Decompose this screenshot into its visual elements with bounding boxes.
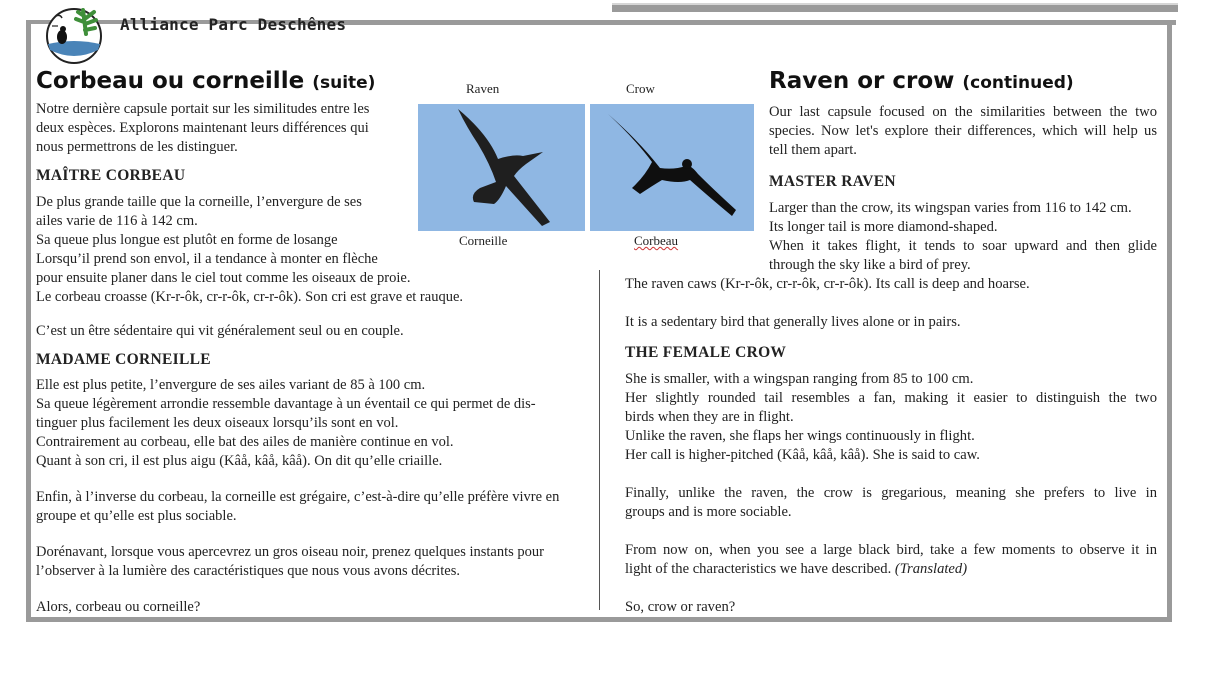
english-raven-line: Its longer tail is more diamond-shaped. — [769, 219, 998, 235]
french-title-main: Corbeau ou corneille — [36, 68, 305, 94]
english-intro-line: tell them apart. — [769, 142, 857, 158]
english-gregarious-line: Finally, unlike the raven, the crow is gregarious, meaning she prefers to live in — [625, 485, 1157, 501]
english-from-now — [625, 541, 1157, 579]
english-raven-text — [769, 199, 1157, 275]
french-crow-line: Contrairement au corbeau, elle bat des ailes de manière continue en vol. — [36, 434, 454, 450]
english-crow-text — [625, 370, 1157, 465]
english-gregarious — [625, 484, 1157, 522]
french-title-suffix: (suite) — [312, 73, 376, 93]
label-corbeau: Corbeau — [634, 233, 679, 248]
raven-silhouette-icon — [418, 104, 585, 231]
brand-name: Alliance Parc Deschênes — [120, 15, 347, 34]
english-from-now-line: From now on, when you see a large black bird, take a few moments to observe it in — [625, 542, 1157, 558]
column-divider — [599, 270, 600, 610]
french-gregarious-line: groupe et qu’elle est plus sociable. — [36, 508, 237, 524]
french-crow-text — [36, 376, 536, 471]
french-intro-line: Notre dernière capsule portait sur les similitudes entre les — [36, 101, 370, 117]
label-crow: Crow — [626, 81, 655, 96]
french-raven-text — [36, 193, 463, 307]
french-raven-heading: MAÎTRE CORBEAU — [36, 167, 186, 184]
raven-photo — [418, 104, 585, 231]
english-raven-line: Larger than the crow, its wingspan varies from 116 to 142 cm. — [769, 200, 1132, 216]
english-crow-line: Unlike the raven, she flaps her wings continuously in flight. — [625, 428, 975, 444]
french-from-now-line: Dorénavant, lorsque vous apercevrez un gros oiseau noir, prenez quelques instants pour — [36, 544, 544, 560]
english-from-now-text: light of the characteristics we have described. — [625, 561, 892, 577]
french-closing: Alors, corbeau ou corneille? — [36, 599, 201, 615]
english-raven-call: The raven caws (Kr-r-ôk, cr-r-ôk, cr-r-ôk). Its call is deep and hoarse. — [625, 276, 1030, 292]
english-intro-line: species. Now let's explore their differences, which will help us — [769, 123, 1157, 139]
english-crow-line: She is smaller, with a wingspan ranging from 85 to 100 cm. — [625, 371, 974, 387]
french-from-now — [36, 543, 544, 581]
english-raven-line: through the sky like a bird of prey. — [769, 257, 971, 273]
title-rule — [276, 20, 1176, 25]
french-intro-line: nous permettrons de les distinguer. — [36, 139, 238, 155]
top-gray-bar — [612, 5, 1178, 12]
alliance-logo-icon — [38, 4, 110, 64]
french-crow-line: Elle est plus petite, l’envergure de ses ailes variant de 85 à 100 cm. — [36, 377, 426, 393]
french-gregarious-line: Enfin, à l’inverse du corbeau, la corneille est grégaire, c’est-à-dire qu’elle préfère vivre en — [36, 489, 560, 505]
french-from-now-line: l’observer à la lumière des caractéristiques que nous vous avons décrites. — [36, 563, 460, 579]
crow-silhouette-icon — [590, 104, 754, 231]
french-intro-line: deux espèces. Explorons maintenant leurs différences qui — [36, 120, 369, 136]
french-raven-line: Lorsqu’il prend son envol, il a tendance à monter en flèche — [36, 251, 378, 267]
french-raven-line: ailes varie de 116 à 142 cm. — [36, 213, 198, 229]
french-crow-line: tinguer plus facilement les deux oiseaux lorsqu’ils sont en vol. — [36, 415, 399, 431]
french-crow-line: Quant à son cri, il est plus aigu (Kâå, kâå, kâå). On dit qu’elle criaille. — [36, 453, 443, 469]
crow-photo — [590, 104, 754, 231]
english-crow-line: Her call is higher-pitched (Kâå, kâå, kâå). She is said to caw. — [625, 447, 980, 463]
english-raven-heading: MASTER RAVEN — [769, 173, 896, 190]
french-title — [36, 68, 375, 94]
english-title — [769, 68, 1074, 94]
english-from-now-line2 — [625, 560, 1157, 579]
english-gregarious-line: groups and is more sociable. — [625, 504, 792, 520]
french-intro — [36, 100, 369, 157]
english-intro-line: Our last capsule focused on the similarities between the two — [769, 104, 1157, 120]
french-raven-line: pour ensuite planer dans le ciel tout comme les oiseaux de proie. — [36, 270, 411, 286]
english-intro — [769, 103, 1157, 160]
french-crow-line: Sa queue légèrement arrondie ressemble davantage à un éventail ce qui permet de dis- — [36, 396, 536, 412]
french-raven-extra: C’est un être sédentaire qui vit généralement seul ou en couple. — [36, 323, 404, 339]
french-gregarious — [36, 488, 559, 526]
label-corneille: Corneille — [459, 233, 508, 248]
french-raven-line: Le corbeau croasse (Kr-r-ôk, cr-r-ôk, cr-r-ôk). Son cri est grave et rauque. — [36, 289, 464, 305]
english-crow-heading: THE FEMALE CROW — [625, 344, 787, 361]
french-raven-line: De plus grande taille que la corneille, l’envergure de ses — [36, 194, 362, 210]
label-raven: Raven — [466, 81, 500, 96]
english-raven-line: When it takes flight, it tends to soar upward and then glide — [769, 238, 1157, 254]
french-crow-heading: MADAME CORNEILLE — [36, 351, 211, 368]
english-raven-extra: It is a sedentary bird that generally lives alone or in pairs. — [625, 314, 961, 330]
translated-note: (Translated) — [894, 561, 968, 577]
english-title-main: Raven or crow — [769, 68, 955, 94]
english-crow-line: birds when they are in flight. — [625, 409, 794, 425]
english-crow-line: Her slightly rounded tail resembles a fan, making it easier to distinguish the two — [625, 390, 1157, 406]
french-raven-line: Sa queue plus longue est plutôt en forme de losange — [36, 232, 338, 248]
english-title-suffix: (continued) — [962, 73, 1074, 93]
english-closing: So, crow or raven? — [625, 599, 736, 615]
